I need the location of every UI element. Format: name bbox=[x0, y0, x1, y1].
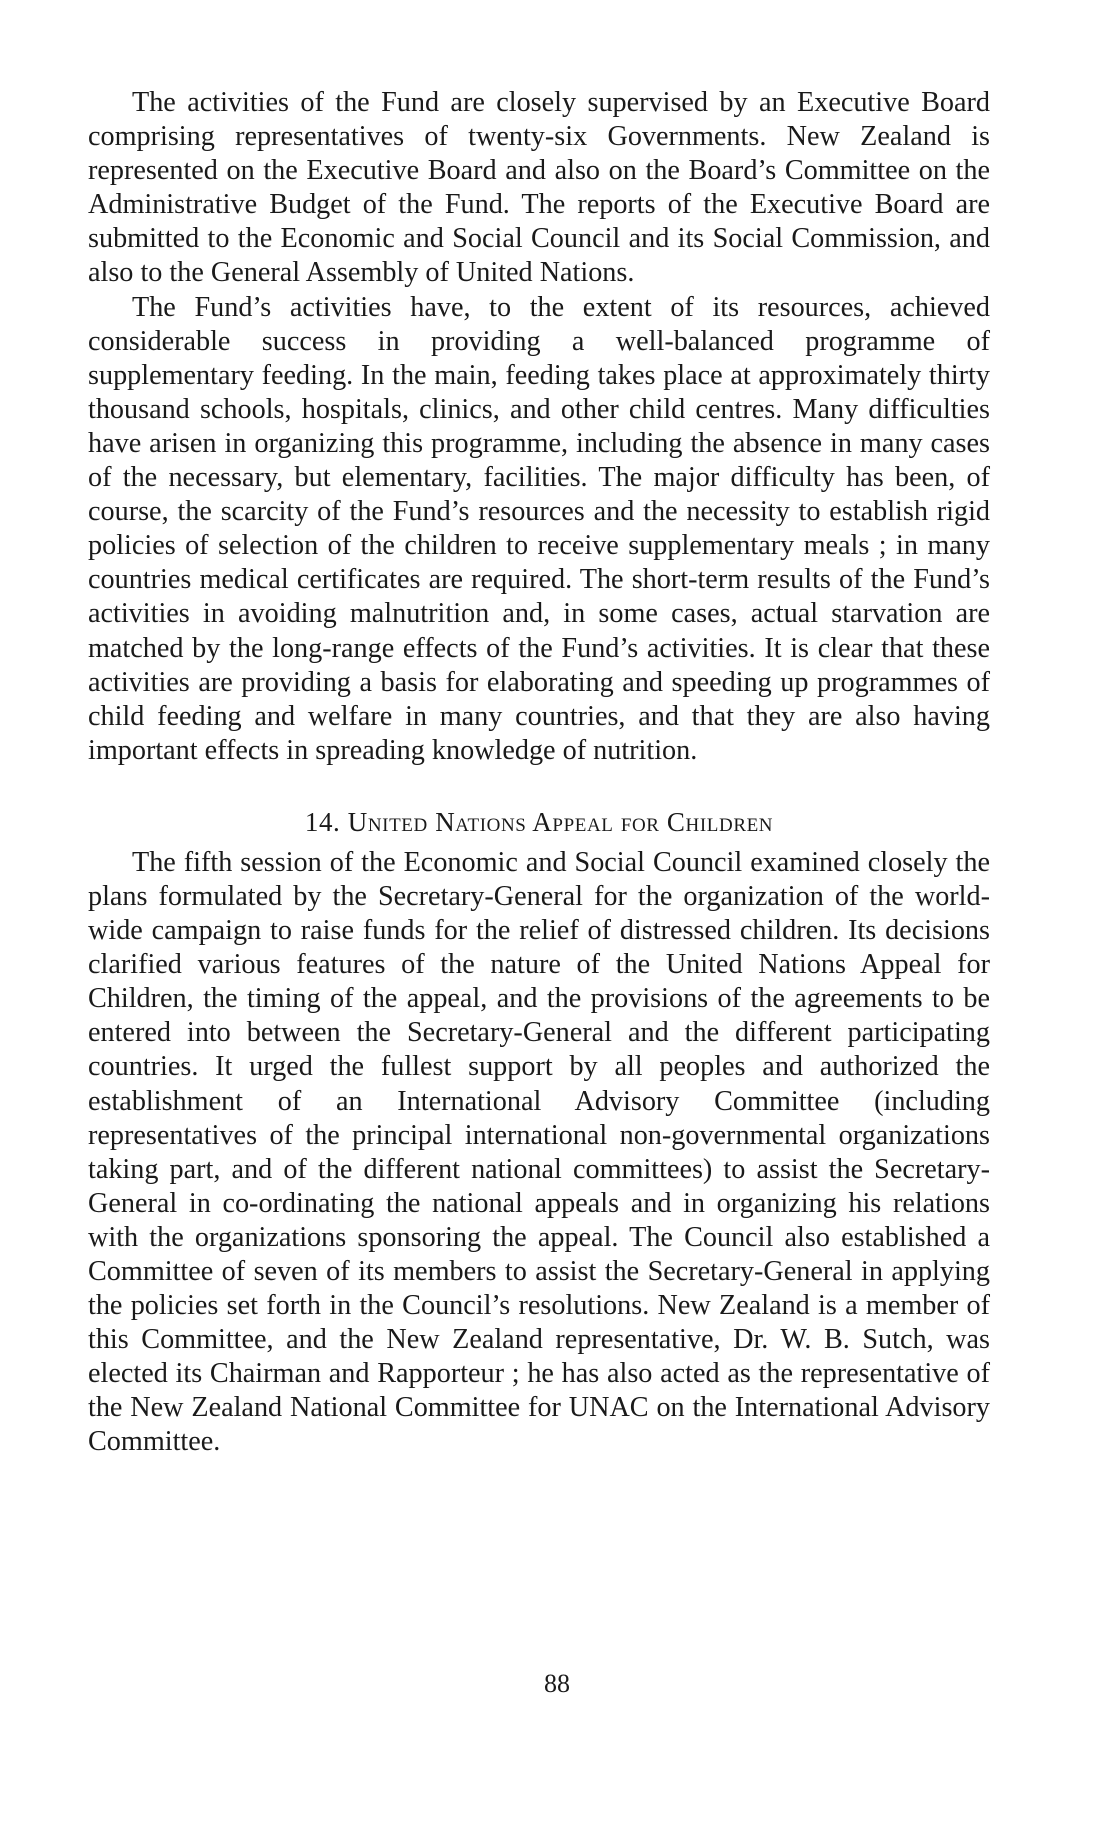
section-heading: 14. United Nations Appeal for Children bbox=[304, 806, 774, 837]
paragraph-fund-activities: The Fund’s activities have, to the extent of its resources, achieved considerable success in providing a well-balanced programme of supplementary feeding. In the main, feeding takes place at approximately thirty thousand schools, hospitals, clinics, and other child centres. Many difficulties have arisen in organizing this programme, including the absence in many cases of the necessary, but elementary, facilities. The major difficulty has been, of course, the scarcity of the Fund’s resources and the necessity to establish rigid policies of selection of the children to receive supplementary meals ; in many countries medical certificates are required. The short-term results of the Fund’s activities in avoiding malnutrition and, in some cases, actual starvation are matched by the long-range effects of the Fund’s activities. It is clear that these activities are providing a basis for elaborating and speeding up programmes of child feeding and welfare in many countries, and that they are also having important effects in spreading knowledge of nutrition. bbox=[88, 291, 990, 766]
paragraph-appeal-for-children: The fifth session of the Economic and Social Council examined closely the plans formulated by the Secretary-General for the organization of the world-wide campaign to raise funds for the relief of distressed children. Its decisions clarified various features of the nature of the United Nations Appeal for Children, the timing of the appeal, and the provisions of the agreements to be entered into between the Secretary-General and the different participating countries. It urged the fullest support by all peoples and authorized the establishment of an International Advisory Committee (including representatives of the principal international non-governmental organizations taking part, and of the different national committees) to assist the Secretary-General in co-ordinating the national appeals and in organizing his relations with the organizations sponsoring the appeal. The Council also established a Committee of seven of its members to assist the Secretary-General in applying the policies set forth in the Council’s resolutions. New Zealand is a member of this Committee, and the New Zealand representative, Dr. W. B. Sutch, was elected its Chairman and Rapporteur ; he has also acted as the representative of the New Zealand National Committee for UNAC on the International Advisory Committee. bbox=[88, 846, 990, 1458]
document-page bbox=[88, 86, 990, 1460]
paragraph-executive-board: The activities of the Fund are closely supervised by an Executive Board comprising representatives of twenty-six Governments. New Zealand is represented on the Executive Board and also on the Board’s Committee on the Administrative Budget of the Fund. The reports of the Executive Board are submitted to the Economic and Social Council and its Social Commission, and also to the General Assembly of United Nations. bbox=[88, 87, 990, 289]
page-number: 88 bbox=[544, 1669, 570, 1698]
